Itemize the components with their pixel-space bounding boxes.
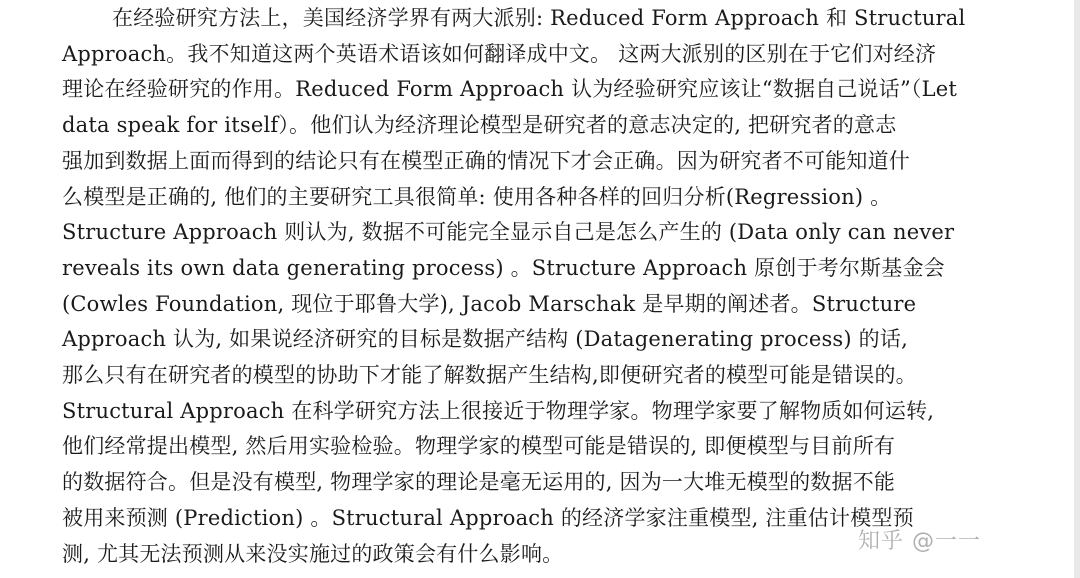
text-line: Approach 认为, 如果说经济研究的目标是数据产结构 (Datagenerating process) 的话,	[62, 327, 908, 352]
text-line: Structure Approach 则认为, 数据不可能完全显示自己是怎么产生的 (Data only can never	[62, 220, 955, 245]
text-line: 被用来预测 (Prediction) 。Structural Approach 的经济学家注重模型, 注重估计模型预	[62, 505, 914, 530]
text-line: 理论在经验研究的作用。Reduced Form Approach 认为经验研究应该让“数据自己说话”（Let	[62, 77, 958, 102]
text-line: Approach。我不知道这两个英语术语该如何翻译成中文。 这两大派别的区别在于它们对经济	[62, 41, 937, 66]
text-line: data speak for itself）。他们认为经济理论模型是研究者的意志决定的, 把研究者的意志	[62, 113, 897, 138]
text-line: 么模型是正确的, 他们的主要研究工具很简单: 使用各种各样的回归分析(Regression) 。	[62, 184, 892, 209]
text-line: 测, 尤其无法预测从来没实施过的政策会有什么影响。	[62, 541, 564, 566]
text-line: reveals its own data generating process) 。Structure Approach 原创于考尔斯基金会	[62, 255, 945, 280]
text-line: 在经验研究方法上，美国经济学界有两大派别: Reduced Form Approach 和 Structural	[112, 6, 966, 30]
text-line: Structural Approach 在科学研究方法上很接近于物理学家。物理学家要了解物质如何运转,	[62, 398, 935, 423]
text-line: 强加到数据上面而得到的结论只有在模型正确的情况下才会正确。因为研究者不可能知道什	[62, 148, 910, 173]
text-line: (Cowles Foundation, 现位于耶鲁大学), Jacob Marschak 是早期的阐述者。Structure	[62, 291, 917, 316]
text-line: 的数据符合。但是没有模型, 物理学家的理论是毫无运用的, 因为一大堆无模型的数据不能	[62, 470, 896, 495]
text-line: 那么只有在研究者的模型的协助下才能了解数据产生结构,即便研究者的模型可能是错误的。	[62, 363, 917, 387]
right-divider	[1074, 0, 1080, 578]
text-line: 他们经常提出模型, 然后用实验检验。物理学家的模型可能是错误的, 即便模型与目前所有	[62, 434, 896, 459]
zhihu-watermark: 知乎 @一一	[858, 529, 981, 554]
